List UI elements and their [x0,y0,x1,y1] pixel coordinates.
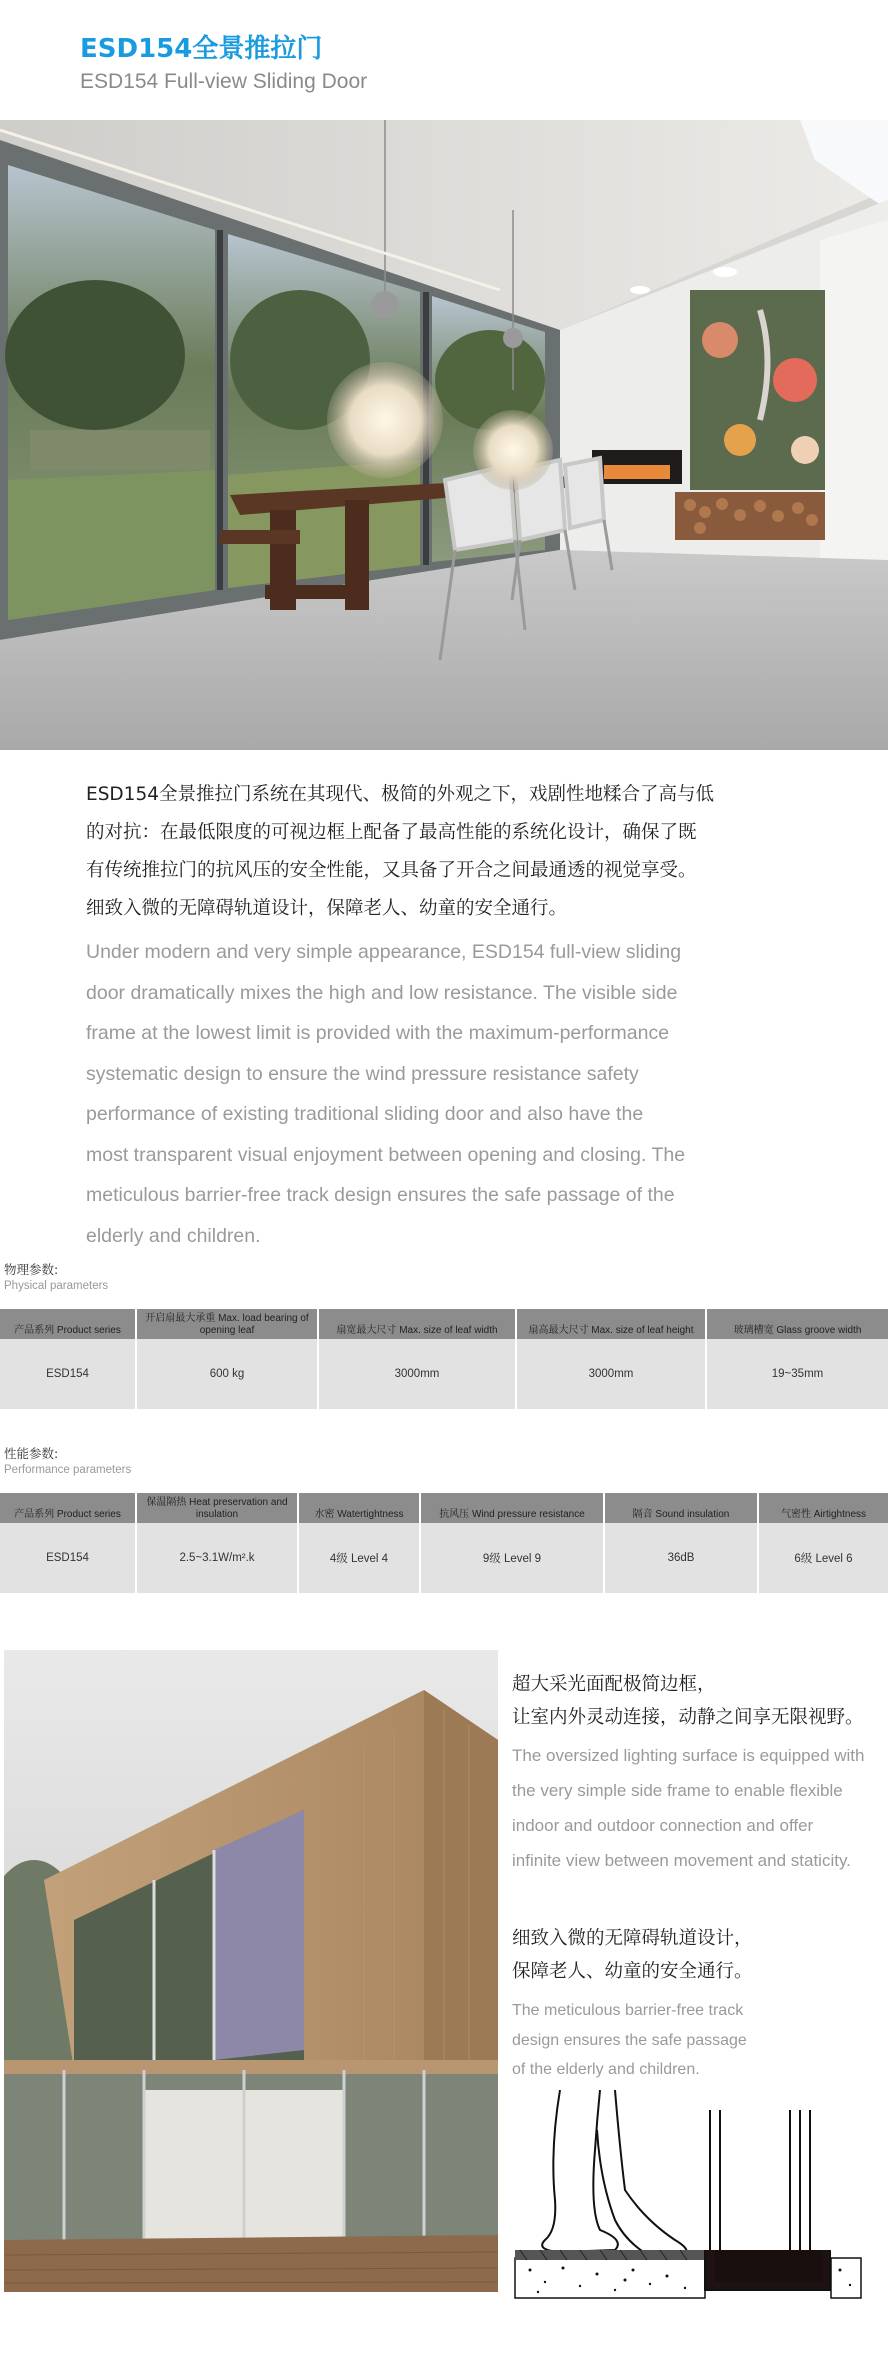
feature-lighting-text [512,1668,888,1878]
header-cell: 水密 Watertightness [299,1493,421,1523]
table-cell: 4级 Level 4 [299,1523,421,1593]
table-cell: 3000mm [517,1339,707,1409]
feature-track-text [512,1922,888,2085]
header-cell: 隔音 Sound insulation [605,1493,759,1523]
intro-en-line: Under modern and very simple appearance, ESD154 full-view sliding [86,941,682,963]
barrier-free-track-illustration [505,2090,865,2300]
physical-params-label [4,1262,108,1294]
intro-en-line: systematic design to ensure the wind pressure resistance safety [86,1062,639,1085]
feature-en-line: of the elderly and children. [512,2061,700,2078]
physical-params-label-zh: 物理参数: [4,1262,59,1277]
intro-en-line: performance of existing traditional sliding door and also have the [86,1103,644,1125]
intro-text [86,776,746,1256]
intro-zh-line: 的对抗：在最低限度的可视边框上配备了最高性能的系统化设计，确保了既 [86,822,697,843]
header-cell: 扇高最大尺寸 Max. size of leaf height [517,1309,707,1339]
intro-en-line: frame at the lowest limit is provided with the maximum-performance [86,1022,670,1044]
table-cell: 600 kg [137,1339,319,1409]
feature-zh-line: 保障老人、幼童的安全通行。 [512,1961,753,1982]
performance-params-label [4,1446,131,1478]
header-cell: 产品系列 Product series [0,1309,137,1339]
table-cell: 9级 Level 9 [421,1523,605,1593]
feature-zh-line: 超大采光面配极简边框， [512,1674,716,1695]
header-cell: 气密性 Airtightness [780,1509,867,1520]
performance-params-label-en: Performance parameters [4,1464,132,1476]
table-header [0,1493,888,1523]
header-cell: 保温隔热 Heat preservation and insulation [137,1493,299,1523]
table-header [0,1309,888,1339]
feature-zh-line: 细致入微的无障碍轨道设计， [512,1928,753,1949]
intro-zh-line: 有传统推拉门的抗风压的安全性能，又具备了开合之间最通透的视觉享受。 [86,860,697,881]
header-cell: 开启扇最大承重 Max. load bearing of opening leaf [137,1309,319,1339]
feature-en-line: indoor and outdoor connection and offer [512,1816,814,1835]
intro-zh-line: ESD154全景推拉门系统在其现代、极简的外观之下，戏剧性地糅合了高与低 [86,784,714,805]
page-subtitle: ESD154 Full-view Sliding Door [80,70,368,93]
header-cell: 抗风压 Wind pressure resistance [421,1493,605,1523]
hero-interior-photo [0,120,888,750]
table-cell: 36dB [605,1523,759,1593]
header-cell: 扇宽最大尺寸 Max. size of leaf width [319,1309,517,1339]
table-row [0,1339,888,1409]
table-row [0,1523,888,1593]
header-cell: 产品系列 Product series [0,1493,137,1523]
intro-en-line: elderly and children. [86,1224,261,1247]
physical-params-label-en: Physical parameters [4,1280,109,1292]
feature-en-line: infinite view between movement and staticity. [512,1851,851,1870]
page-title: ESD154全景推拉门 [80,34,323,64]
intro-en-line: door dramatically mixes the high and low resistance. The visible side [86,981,678,1004]
intro-en-line: most transparent visual enjoyment between opening and closing. The [86,1143,686,1166]
feature-en-line: The oversized lighting surface is equipped with [512,1746,865,1765]
physical-params-table [0,1309,888,1409]
table-cell: ESD154 [0,1339,137,1409]
table-cell: 2.5~3.1W/m².k [137,1523,299,1593]
intro-en-line: meticulous barrier-free track design ensures the safe passage of the [86,1184,675,1206]
house-exterior-photo [4,1650,498,2292]
feature-zh-line: 让室内外灵动连接，动静之间享无限视野。 [512,1707,864,1728]
feature-en-line: design ensures the safe passage [512,2031,747,2049]
header-cell: 玻璃槽宽 Glass groove width [733,1325,862,1336]
table-cell: ESD154 [0,1523,137,1593]
table-cell: 3000mm [319,1339,517,1409]
intro-english [86,932,746,1256]
performance-params-table [0,1493,888,1593]
intro-chinese [86,776,746,928]
table-cell: 19~35mm [771,1368,824,1380]
performance-params-label-zh: 性能参数: [4,1446,59,1461]
intro-zh-line: 细致入微的无障碍轨道设计，保障老人、幼童的安全通行。 [86,898,568,919]
table-cell: 6级 Level 6 [794,1553,853,1565]
feature-en-line: the very simple side frame to enable flexible [512,1781,843,1800]
feature-en-line: The meticulous barrier-free track [512,2002,744,2019]
